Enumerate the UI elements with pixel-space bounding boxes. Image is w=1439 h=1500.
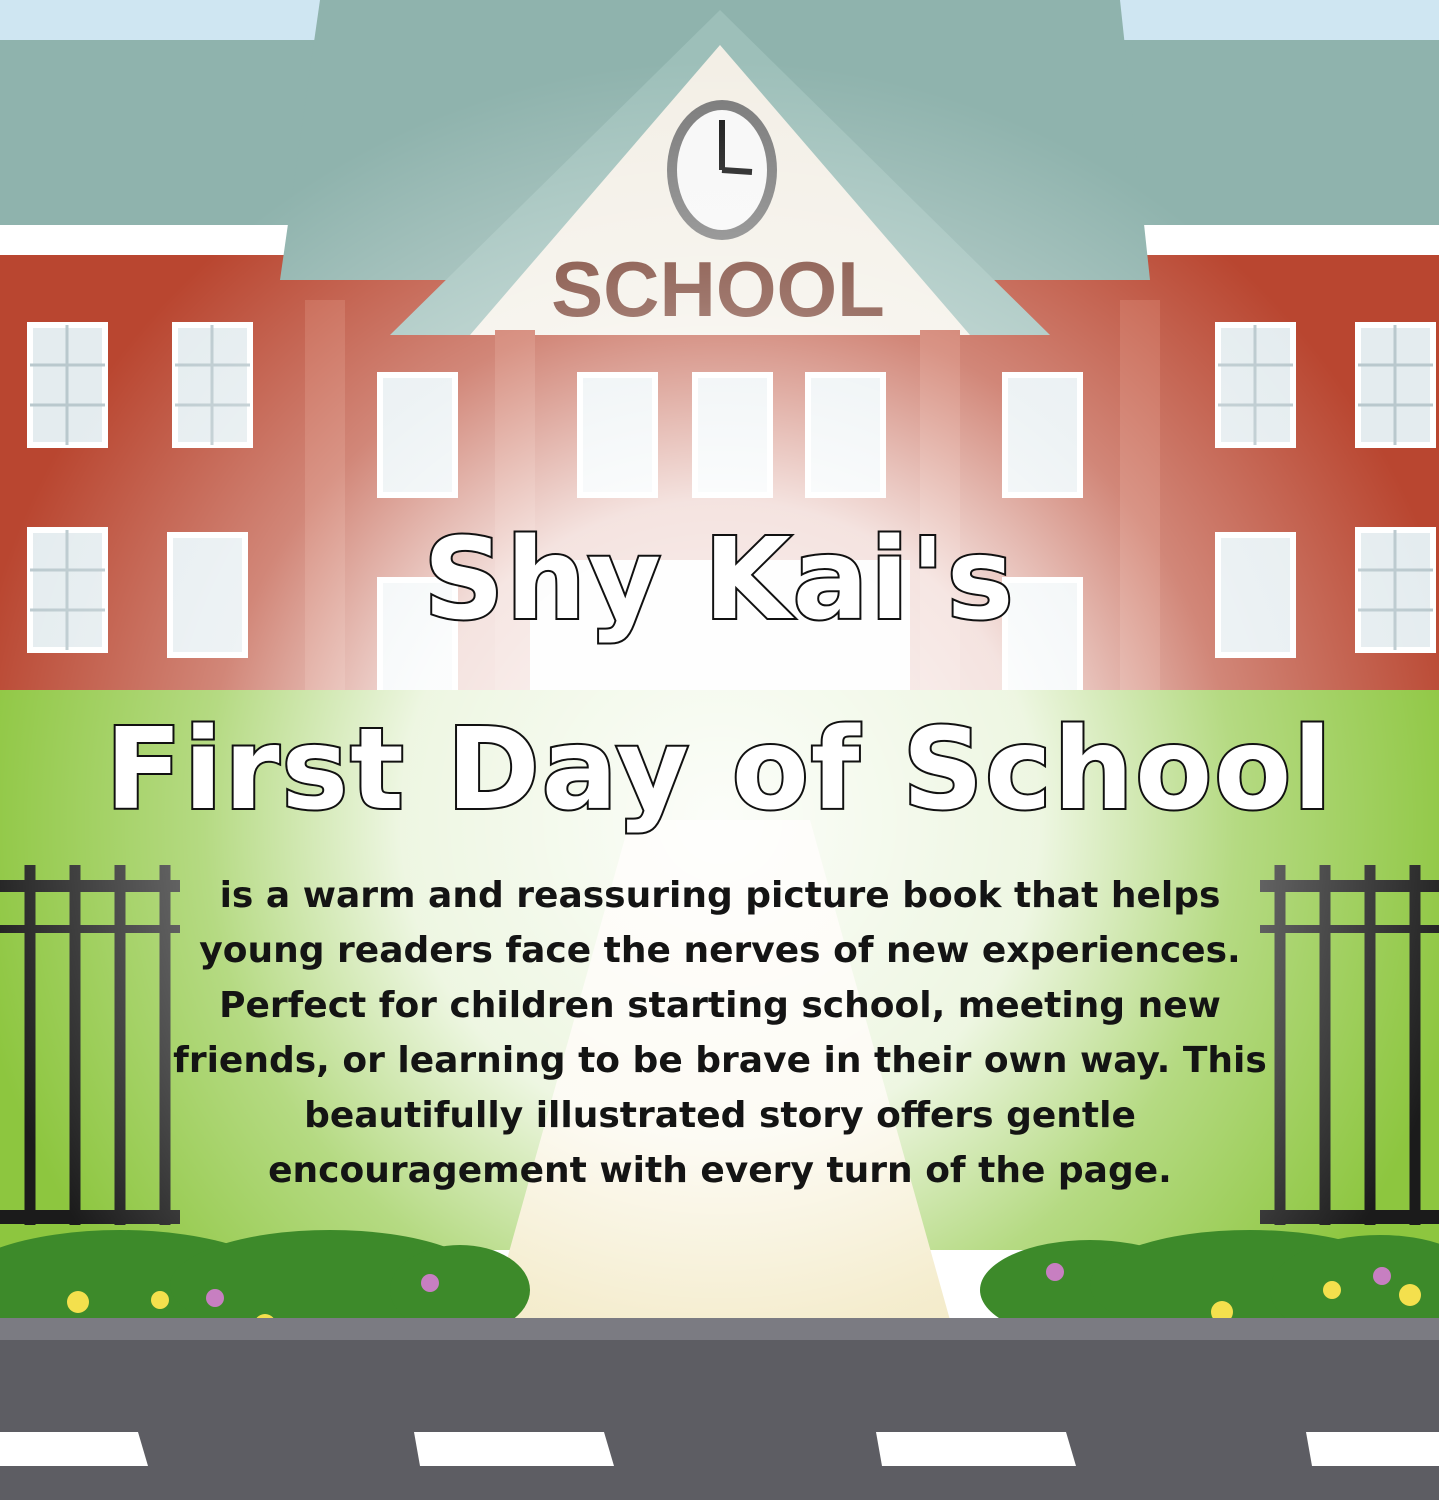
book-description: is a warm and reassuring picture book that helps young readers face the nerves of new experiences. Perfect for children starting school, meeting new friends, or learning to be brave in their own way. This beautifully illustrated story offers gentle encouragement with every turn of the page. [173,875,1267,1191]
road [0,1318,1439,1500]
curb [0,1318,1439,1340]
book-title-line-2: First Day of School [105,705,1334,835]
book-title-line-1: Shy Kai's [423,515,1016,645]
